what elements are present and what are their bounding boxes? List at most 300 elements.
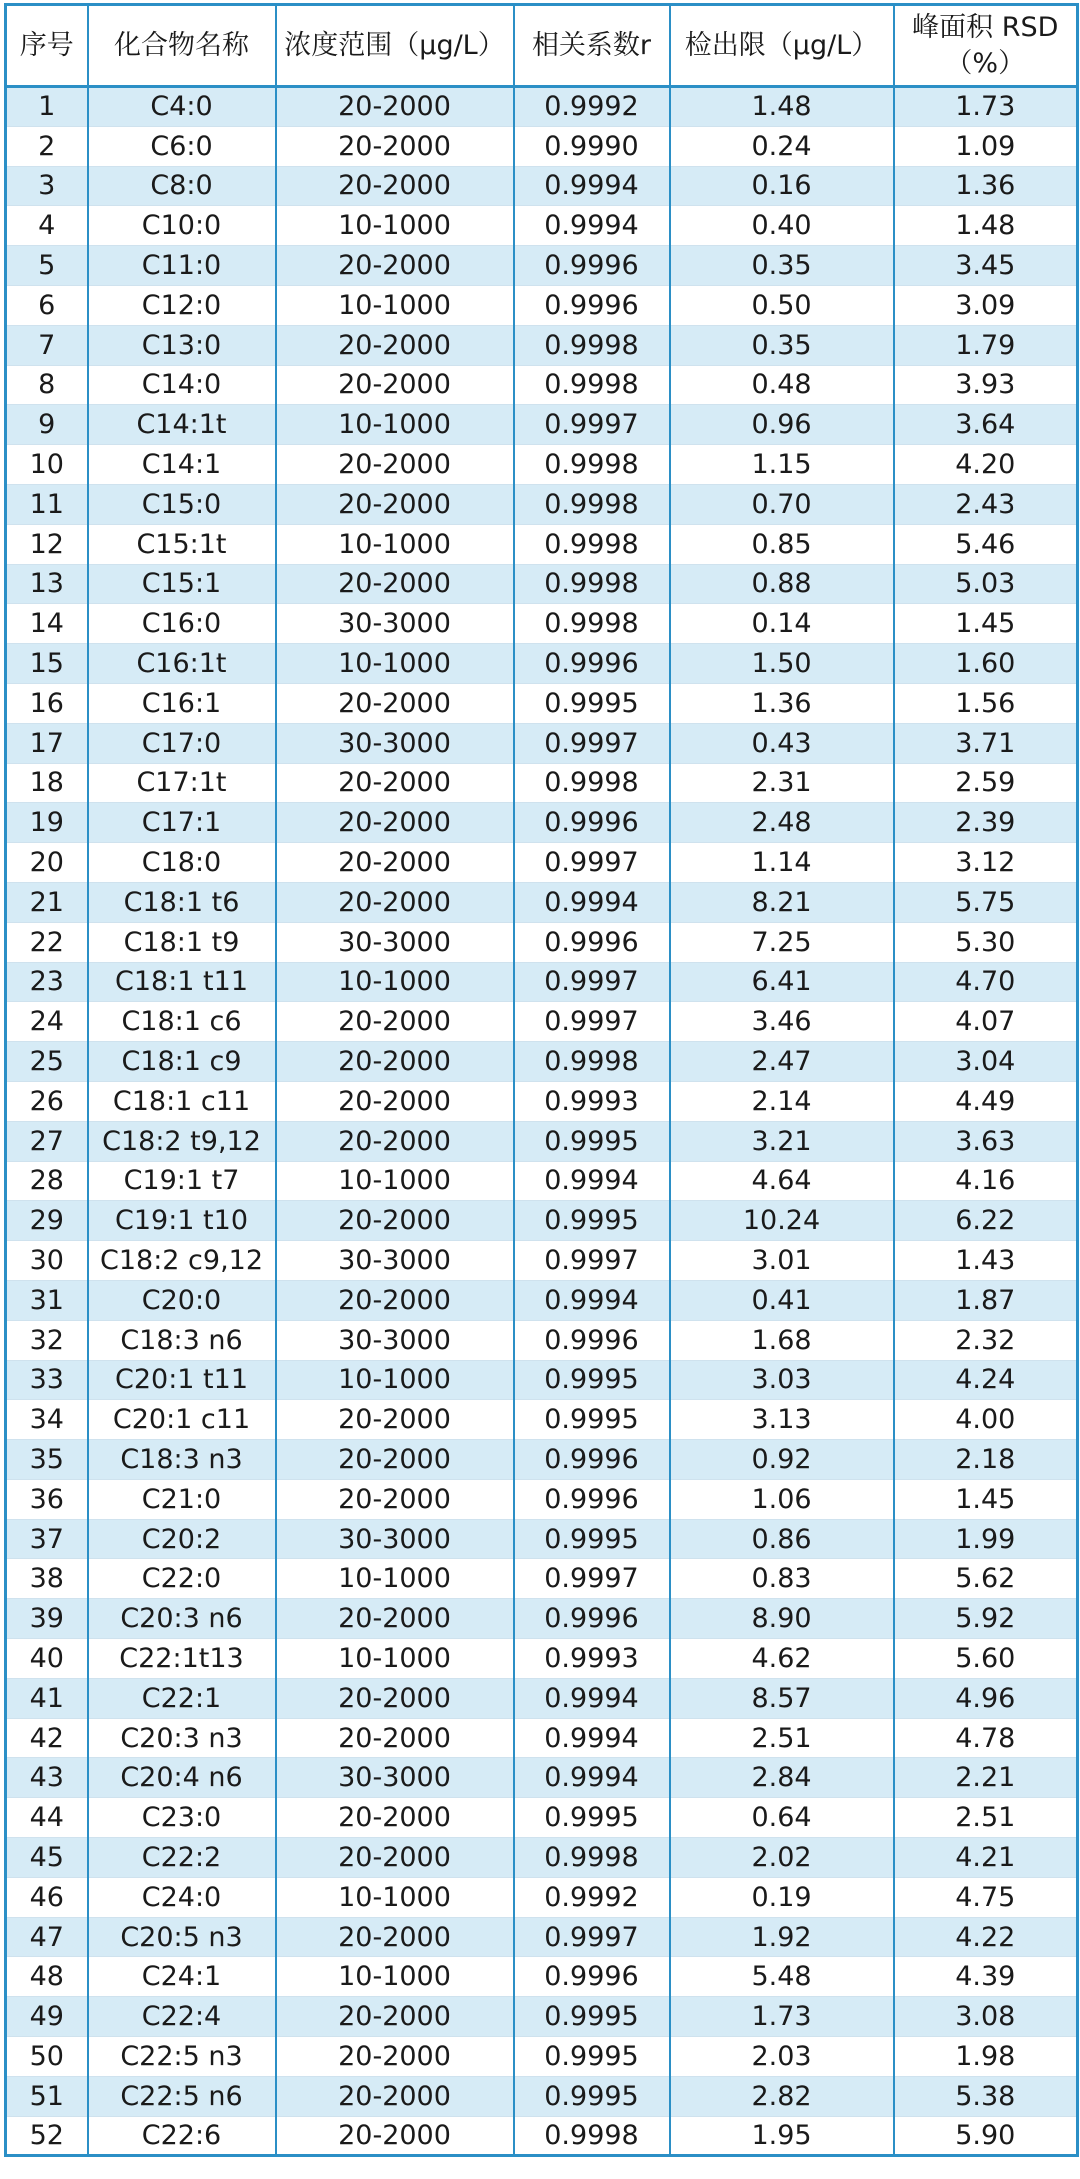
cell-peak-area-rsd: 4.00	[894, 1400, 1078, 1440]
cell-compound-name: C22:1t13	[88, 1639, 276, 1679]
cell-detection-limit: 1.06	[670, 1479, 894, 1519]
cell-compound-name: C18:3 n6	[88, 1320, 276, 1360]
cell-peak-area-rsd: 3.93	[894, 365, 1078, 405]
cell-peak-area-rsd: 4.07	[894, 1002, 1078, 1042]
cell-detection-limit: 1.95	[670, 2116, 894, 2156]
cell-compound-name: C20:2	[88, 1519, 276, 1559]
cell-correlation-coefficient: 0.9998	[514, 1838, 670, 1878]
cell-concentration-range: 20-2000	[276, 1917, 514, 1957]
cell-peak-area-rsd: 3.09	[894, 285, 1078, 325]
cell-concentration-range: 30-3000	[276, 1758, 514, 1798]
cell-peak-area-rsd: 1.09	[894, 126, 1078, 166]
cell-index: 48	[6, 1957, 88, 1997]
cell-concentration-range: 20-2000	[276, 843, 514, 883]
cell-compound-name: C18:1 t6	[88, 882, 276, 922]
cell-correlation-coefficient: 0.9996	[514, 922, 670, 962]
table-row	[6, 166, 1078, 206]
cell-concentration-range: 20-2000	[276, 1599, 514, 1639]
cell-index: 22	[6, 922, 88, 962]
cell-peak-area-rsd: 5.92	[894, 1599, 1078, 1639]
cell-correlation-coefficient: 0.9996	[514, 803, 670, 843]
cell-detection-limit: 1.36	[670, 683, 894, 723]
table-header	[6, 5, 1078, 87]
cell-peak-area-rsd: 4.96	[894, 1678, 1078, 1718]
cell-correlation-coefficient: 0.9998	[514, 564, 670, 604]
cell-compound-name: C15:1t	[88, 524, 276, 564]
cell-peak-area-rsd: 3.45	[894, 246, 1078, 286]
cell-concentration-range: 30-3000	[276, 1320, 514, 1360]
cell-detection-limit: 4.62	[670, 1639, 894, 1679]
cell-peak-area-rsd: 1.45	[894, 604, 1078, 644]
cell-index: 2	[6, 126, 88, 166]
cell-correlation-coefficient: 0.9996	[514, 1957, 670, 1997]
table-row	[6, 1320, 1078, 1360]
table-row	[6, 2037, 1078, 2077]
cell-compound-name: C20:1 t11	[88, 1360, 276, 1400]
cell-peak-area-rsd: 1.48	[894, 206, 1078, 246]
table-row	[6, 87, 1078, 127]
cell-index: 4	[6, 206, 88, 246]
cell-detection-limit: 0.85	[670, 524, 894, 564]
cell-detection-limit: 0.88	[670, 564, 894, 604]
table-row	[6, 604, 1078, 644]
cell-compound-name: C17:0	[88, 723, 276, 763]
cell-concentration-range: 10-1000	[276, 1877, 514, 1917]
table-row	[6, 2076, 1078, 2116]
cell-peak-area-rsd: 5.90	[894, 2116, 1078, 2156]
cell-index: 11	[6, 484, 88, 524]
cell-correlation-coefficient: 0.9995	[514, 683, 670, 723]
cell-concentration-range: 20-2000	[276, 564, 514, 604]
table-row	[6, 1241, 1078, 1281]
cell-peak-area-rsd: 1.99	[894, 1519, 1078, 1559]
cell-compound-name: C20:3 n6	[88, 1599, 276, 1639]
cell-compound-name: C22:5 n6	[88, 2076, 276, 2116]
cell-peak-area-rsd: 5.62	[894, 1559, 1078, 1599]
cell-concentration-range: 20-2000	[276, 1042, 514, 1082]
cell-index: 29	[6, 1201, 88, 1241]
cell-index: 37	[6, 1519, 88, 1559]
table-row	[6, 1081, 1078, 1121]
cell-index: 36	[6, 1479, 88, 1519]
cell-index: 19	[6, 803, 88, 843]
cell-concentration-range: 20-2000	[276, 1400, 514, 1440]
cell-detection-limit: 1.68	[670, 1320, 894, 1360]
cell-correlation-coefficient: 0.9998	[514, 604, 670, 644]
cell-concentration-range: 20-2000	[276, 1838, 514, 1878]
cell-index: 46	[6, 1877, 88, 1917]
cell-correlation-coefficient: 0.9995	[514, 1121, 670, 1161]
cell-index: 28	[6, 1161, 88, 1201]
table-body	[6, 87, 1078, 2156]
header-correlation-coefficient: 相关系数r	[514, 5, 670, 87]
cell-correlation-coefficient: 0.9995	[514, 2037, 670, 2077]
cell-concentration-range: 20-2000	[276, 1280, 514, 1320]
cell-detection-limit: 0.43	[670, 723, 894, 763]
table-row	[6, 1678, 1078, 1718]
cell-concentration-range: 30-3000	[276, 604, 514, 644]
cell-compound-name: C8:0	[88, 166, 276, 206]
cell-index: 23	[6, 962, 88, 1002]
table-row	[6, 1639, 1078, 1679]
cell-concentration-range: 20-2000	[276, 683, 514, 723]
table-row	[6, 1201, 1078, 1241]
cell-detection-limit: 7.25	[670, 922, 894, 962]
cell-detection-limit: 1.14	[670, 843, 894, 883]
cell-compound-name: C22:6	[88, 2116, 276, 2156]
cell-compound-name: C22:4	[88, 1997, 276, 2037]
cell-concentration-range: 20-2000	[276, 882, 514, 922]
cell-index: 50	[6, 2037, 88, 2077]
cell-detection-limit: 0.35	[670, 246, 894, 286]
table-row	[6, 524, 1078, 564]
cell-detection-limit: 3.46	[670, 1002, 894, 1042]
table-row	[6, 1957, 1078, 1997]
cell-peak-area-rsd: 3.71	[894, 723, 1078, 763]
cell-peak-area-rsd: 1.98	[894, 2037, 1078, 2077]
cell-concentration-range: 10-1000	[276, 285, 514, 325]
cell-correlation-coefficient: 0.9997	[514, 1002, 670, 1042]
cell-compound-name: C18:0	[88, 843, 276, 883]
cell-index: 16	[6, 683, 88, 723]
cell-peak-area-rsd: 4.49	[894, 1081, 1078, 1121]
cell-correlation-coefficient: 0.9998	[514, 524, 670, 564]
table-row	[6, 1599, 1078, 1639]
table-row	[6, 1838, 1078, 1878]
cell-concentration-range: 20-2000	[276, 246, 514, 286]
cell-peak-area-rsd: 1.87	[894, 1280, 1078, 1320]
cell-detection-limit: 0.35	[670, 325, 894, 365]
cell-index: 34	[6, 1400, 88, 1440]
cell-index: 39	[6, 1599, 88, 1639]
header-compound-name: 化合物名称	[88, 5, 276, 87]
cell-detection-limit: 5.48	[670, 1957, 894, 1997]
cell-peak-area-rsd: 1.79	[894, 325, 1078, 365]
table-row	[6, 962, 1078, 1002]
cell-concentration-range: 20-2000	[276, 1440, 514, 1480]
cell-concentration-range: 20-2000	[276, 2076, 514, 2116]
cell-index: 47	[6, 1917, 88, 1957]
cell-concentration-range: 10-1000	[276, 1360, 514, 1400]
cell-peak-area-rsd: 1.56	[894, 683, 1078, 723]
cell-correlation-coefficient: 0.9994	[514, 206, 670, 246]
cell-correlation-coefficient: 0.9994	[514, 1678, 670, 1718]
header-row	[6, 5, 1078, 87]
cell-detection-limit: 1.50	[670, 644, 894, 684]
cell-correlation-coefficient: 0.9993	[514, 1081, 670, 1121]
cell-detection-limit: 3.13	[670, 1400, 894, 1440]
cell-detection-limit: 0.70	[670, 484, 894, 524]
cell-index: 21	[6, 882, 88, 922]
table-row	[6, 2116, 1078, 2156]
cell-correlation-coefficient: 0.9998	[514, 325, 670, 365]
cell-compound-name: C18:1 c6	[88, 1002, 276, 1042]
cell-detection-limit: 0.86	[670, 1519, 894, 1559]
cell-detection-limit: 0.24	[670, 126, 894, 166]
cell-concentration-range: 20-2000	[276, 445, 514, 485]
cell-peak-area-rsd: 5.46	[894, 524, 1078, 564]
cell-compound-name: C22:2	[88, 1838, 276, 1878]
cell-peak-area-rsd: 2.51	[894, 1798, 1078, 1838]
table-row	[6, 882, 1078, 922]
cell-peak-area-rsd: 5.03	[894, 564, 1078, 604]
cell-detection-limit: 1.48	[670, 87, 894, 127]
cell-concentration-range: 10-1000	[276, 962, 514, 1002]
cell-concentration-range: 20-2000	[276, 1002, 514, 1042]
cell-index: 33	[6, 1360, 88, 1400]
cell-concentration-range: 20-2000	[276, 484, 514, 524]
cell-correlation-coefficient: 0.9996	[514, 1320, 670, 1360]
cell-peak-area-rsd: 1.45	[894, 1479, 1078, 1519]
cell-index: 32	[6, 1320, 88, 1360]
cell-compound-name: C21:0	[88, 1479, 276, 1519]
cell-compound-name: C18:2 c9,12	[88, 1241, 276, 1281]
cell-correlation-coefficient: 0.9996	[514, 1599, 670, 1639]
cell-correlation-coefficient: 0.9995	[514, 1997, 670, 2037]
cell-compound-name: C16:0	[88, 604, 276, 644]
cell-concentration-range: 20-2000	[276, 763, 514, 803]
table-row	[6, 1042, 1078, 1082]
cell-compound-name: C18:1 c9	[88, 1042, 276, 1082]
table-row	[6, 1917, 1078, 1957]
cell-index: 5	[6, 246, 88, 286]
cell-index: 1	[6, 87, 88, 127]
cell-peak-area-rsd: 5.75	[894, 882, 1078, 922]
cell-concentration-range: 20-2000	[276, 1798, 514, 1838]
cell-concentration-range: 20-2000	[276, 2116, 514, 2156]
cell-index: 17	[6, 723, 88, 763]
cell-detection-limit: 2.03	[670, 2037, 894, 2077]
cell-peak-area-rsd: 3.63	[894, 1121, 1078, 1161]
cell-compound-name: C22:1	[88, 1678, 276, 1718]
cell-compound-name: C14:1t	[88, 405, 276, 445]
cell-peak-area-rsd: 1.73	[894, 87, 1078, 127]
cell-correlation-coefficient: 0.9995	[514, 1519, 670, 1559]
cell-compound-name: C6:0	[88, 126, 276, 166]
cell-index: 30	[6, 1241, 88, 1281]
cell-correlation-coefficient: 0.9997	[514, 723, 670, 763]
table-row	[6, 564, 1078, 604]
cell-compound-name: C11:0	[88, 246, 276, 286]
cell-detection-limit: 0.83	[670, 1559, 894, 1599]
cell-concentration-range: 20-2000	[276, 126, 514, 166]
table-row	[6, 1360, 1078, 1400]
cell-index: 24	[6, 1002, 88, 1042]
cell-index: 20	[6, 843, 88, 883]
cell-detection-limit: 0.48	[670, 365, 894, 405]
cell-correlation-coefficient: 0.9992	[514, 87, 670, 127]
cell-concentration-range: 20-2000	[276, 1201, 514, 1241]
header-detection-limit: 检出限（μg/L）	[670, 5, 894, 87]
table-row	[6, 445, 1078, 485]
cell-detection-limit: 2.84	[670, 1758, 894, 1798]
cell-peak-area-rsd: 3.08	[894, 1997, 1078, 2037]
cell-detection-limit: 0.40	[670, 206, 894, 246]
header-concentration-range: 浓度范围（μg/L）	[276, 5, 514, 87]
cell-detection-limit: 2.31	[670, 763, 894, 803]
cell-correlation-coefficient: 0.9998	[514, 2116, 670, 2156]
cell-correlation-coefficient: 0.9993	[514, 1639, 670, 1679]
cell-compound-name: C16:1	[88, 683, 276, 723]
cell-peak-area-rsd: 2.43	[894, 484, 1078, 524]
cell-compound-name: C24:1	[88, 1957, 276, 1997]
cell-compound-name: C24:0	[88, 1877, 276, 1917]
cell-compound-name: C22:5 n3	[88, 2037, 276, 2077]
table-row	[6, 1479, 1078, 1519]
cell-peak-area-rsd: 6.22	[894, 1201, 1078, 1241]
cell-correlation-coefficient: 0.9994	[514, 166, 670, 206]
cell-peak-area-rsd: 5.38	[894, 2076, 1078, 2116]
cell-detection-limit: 2.14	[670, 1081, 894, 1121]
cell-peak-area-rsd: 2.39	[894, 803, 1078, 843]
cell-compound-name: C20:5 n3	[88, 1917, 276, 1957]
cell-correlation-coefficient: 0.9996	[514, 285, 670, 325]
cell-peak-area-rsd: 2.59	[894, 763, 1078, 803]
cell-index: 44	[6, 1798, 88, 1838]
cell-correlation-coefficient: 0.9998	[514, 484, 670, 524]
cell-index: 15	[6, 644, 88, 684]
cell-peak-area-rsd: 4.16	[894, 1161, 1078, 1201]
cell-compound-name: C18:1 t9	[88, 922, 276, 962]
cell-compound-name: C18:2 t9,12	[88, 1121, 276, 1161]
cell-compound-name: C14:0	[88, 365, 276, 405]
table-row	[6, 1440, 1078, 1480]
cell-index: 43	[6, 1758, 88, 1798]
cell-correlation-coefficient: 0.9995	[514, 2076, 670, 2116]
fatty-acid-validation-table	[4, 3, 1076, 2173]
cell-index: 41	[6, 1678, 88, 1718]
table-row	[6, 683, 1078, 723]
cell-index: 51	[6, 2076, 88, 2116]
cell-peak-area-rsd: 4.20	[894, 445, 1078, 485]
cell-concentration-range: 20-2000	[276, 2037, 514, 2077]
data-table	[4, 3, 1079, 2157]
cell-concentration-range: 10-1000	[276, 524, 514, 564]
cell-concentration-range: 30-3000	[276, 1519, 514, 1559]
cell-index: 12	[6, 524, 88, 564]
table-row	[6, 843, 1078, 883]
table-row	[6, 1758, 1078, 1798]
table-row	[6, 285, 1078, 325]
cell-correlation-coefficient: 0.9995	[514, 1201, 670, 1241]
cell-correlation-coefficient: 0.9997	[514, 843, 670, 883]
cell-correlation-coefficient: 0.9994	[514, 882, 670, 922]
cell-detection-limit: 1.15	[670, 445, 894, 485]
table-row	[6, 325, 1078, 365]
cell-concentration-range: 20-2000	[276, 325, 514, 365]
cell-concentration-range: 10-1000	[276, 206, 514, 246]
cell-correlation-coefficient: 0.9996	[514, 644, 670, 684]
cell-correlation-coefficient: 0.9990	[514, 126, 670, 166]
table-row	[6, 206, 1078, 246]
cell-compound-name: C18:1 t11	[88, 962, 276, 1002]
cell-correlation-coefficient: 0.9998	[514, 445, 670, 485]
cell-peak-area-rsd: 1.60	[894, 644, 1078, 684]
table-row	[6, 922, 1078, 962]
cell-detection-limit: 0.14	[670, 604, 894, 644]
cell-correlation-coefficient: 0.9998	[514, 763, 670, 803]
cell-detection-limit: 1.92	[670, 1917, 894, 1957]
table-row	[6, 405, 1078, 445]
cell-correlation-coefficient: 0.9996	[514, 1479, 670, 1519]
cell-compound-name: C20:4 n6	[88, 1758, 276, 1798]
cell-detection-limit: 2.47	[670, 1042, 894, 1082]
cell-compound-name: C15:1	[88, 564, 276, 604]
cell-concentration-range: 20-2000	[276, 87, 514, 127]
cell-detection-limit: 8.90	[670, 1599, 894, 1639]
cell-correlation-coefficient: 0.9995	[514, 1798, 670, 1838]
cell-detection-limit: 8.21	[670, 882, 894, 922]
cell-index: 14	[6, 604, 88, 644]
cell-compound-name: C19:1 t7	[88, 1161, 276, 1201]
table-row	[6, 803, 1078, 843]
cell-index: 35	[6, 1440, 88, 1480]
cell-correlation-coefficient: 0.9995	[514, 1400, 670, 1440]
cell-detection-limit: 0.41	[670, 1280, 894, 1320]
cell-correlation-coefficient: 0.9997	[514, 1917, 670, 1957]
cell-correlation-coefficient: 0.9998	[514, 1042, 670, 1082]
cell-detection-limit: 0.96	[670, 405, 894, 445]
cell-correlation-coefficient: 0.9997	[514, 962, 670, 1002]
cell-index: 3	[6, 166, 88, 206]
cell-detection-limit: 2.48	[670, 803, 894, 843]
cell-correlation-coefficient: 0.9997	[514, 405, 670, 445]
cell-index: 25	[6, 1042, 88, 1082]
cell-peak-area-rsd: 4.21	[894, 1838, 1078, 1878]
cell-concentration-range: 30-3000	[276, 723, 514, 763]
cell-peak-area-rsd: 5.60	[894, 1639, 1078, 1679]
cell-correlation-coefficient: 0.9994	[514, 1718, 670, 1758]
cell-correlation-coefficient: 0.9992	[514, 1877, 670, 1917]
cell-concentration-range: 10-1000	[276, 1957, 514, 1997]
cell-index: 38	[6, 1559, 88, 1599]
cell-peak-area-rsd: 5.30	[894, 922, 1078, 962]
cell-correlation-coefficient: 0.9997	[514, 1559, 670, 1599]
cell-index: 42	[6, 1718, 88, 1758]
cell-concentration-range: 20-2000	[276, 1718, 514, 1758]
cell-index: 52	[6, 2116, 88, 2156]
cell-compound-name: C22:0	[88, 1559, 276, 1599]
cell-index: 9	[6, 405, 88, 445]
cell-correlation-coefficient: 0.9996	[514, 1440, 670, 1480]
table-row	[6, 1280, 1078, 1320]
cell-peak-area-rsd: 2.32	[894, 1320, 1078, 1360]
cell-index: 49	[6, 1997, 88, 2037]
table-row	[6, 644, 1078, 684]
cell-compound-name: C20:3 n3	[88, 1718, 276, 1758]
cell-compound-name: C20:1 c11	[88, 1400, 276, 1440]
table-row	[6, 1002, 1078, 1042]
cell-compound-name: C17:1	[88, 803, 276, 843]
cell-detection-limit: 2.02	[670, 1838, 894, 1878]
cell-compound-name: C18:3 n3	[88, 1440, 276, 1480]
cell-peak-area-rsd: 1.43	[894, 1241, 1078, 1281]
cell-concentration-range: 10-1000	[276, 1161, 514, 1201]
cell-index: 13	[6, 564, 88, 604]
cell-compound-name: C10:0	[88, 206, 276, 246]
cell-correlation-coefficient: 0.9994	[514, 1758, 670, 1798]
cell-peak-area-rsd: 4.39	[894, 1957, 1078, 1997]
cell-peak-area-rsd: 1.36	[894, 166, 1078, 206]
cell-compound-name: C16:1t	[88, 644, 276, 684]
cell-concentration-range: 20-2000	[276, 1997, 514, 2037]
cell-correlation-coefficient: 0.9994	[514, 1161, 670, 1201]
cell-detection-limit: 0.19	[670, 1877, 894, 1917]
table-row	[6, 1718, 1078, 1758]
table-row	[6, 1121, 1078, 1161]
cell-concentration-range: 30-3000	[276, 1241, 514, 1281]
table-row	[6, 365, 1078, 405]
